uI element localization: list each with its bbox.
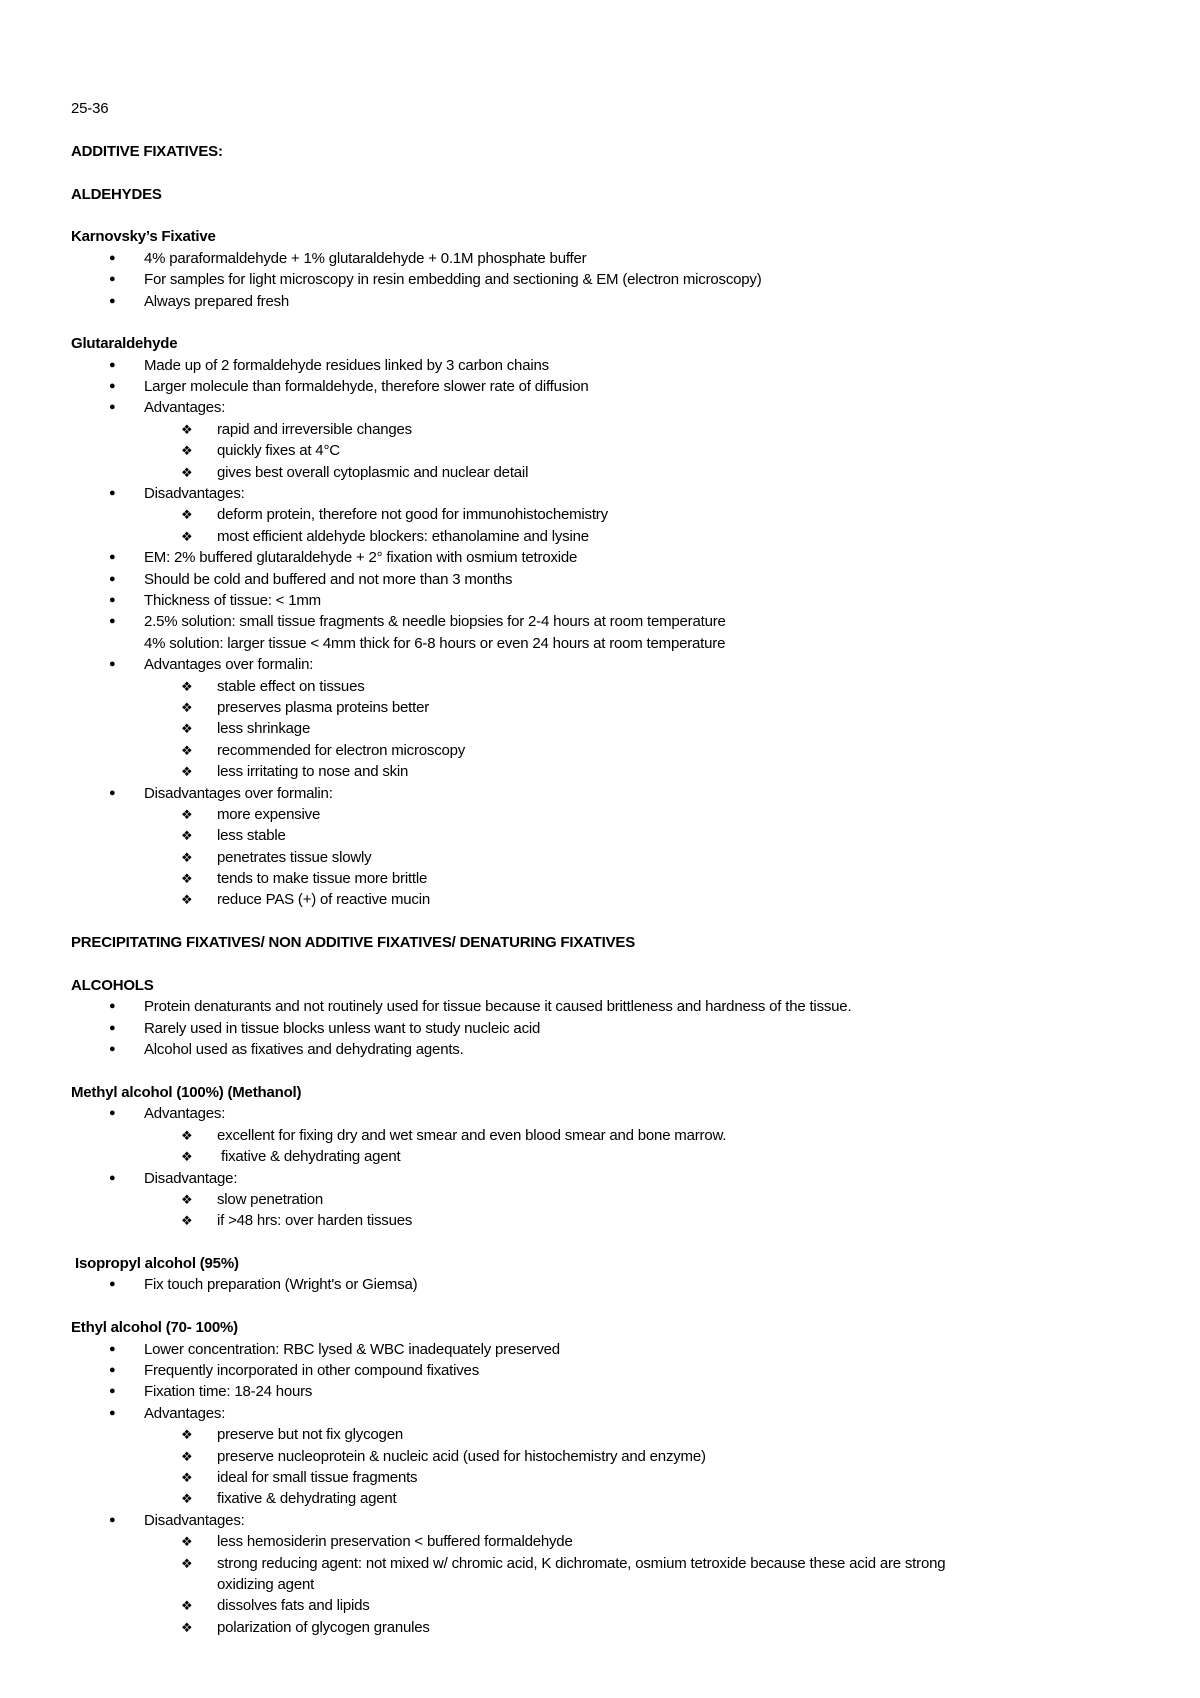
page-reference: 25-36	[71, 100, 109, 117]
heading-isopropyl-alcohol: Isopropyl alcohol (95%)	[75, 1255, 239, 1273]
sub-list-item: ❖ ideal for small tissue fragments	[71, 1467, 1161, 1488]
sub-list-item: ❖ preserve nucleoprotein & nucleic acid (used for histochemistry and enzyme)	[71, 1446, 1161, 1467]
heading-karnovsky: Karnovsky’s Fixative	[71, 228, 216, 246]
list-item: ● Advantages:	[71, 1103, 1161, 1124]
sub-list-item: ❖ less stable	[71, 825, 1161, 846]
list-item: ● Rarely used in tissue blocks unless want to study nucleic acid	[71, 1018, 1161, 1039]
list-item: ● Disadvantages:	[71, 1510, 1161, 1531]
sub-list-item-continuation: oxidizing agent	[217, 1575, 315, 1593]
diamond-bullet-icon: ❖	[181, 828, 193, 844]
bullet-icon: ●	[109, 593, 116, 606]
sub-list-item: ❖ dissolves fats and lipids	[71, 1595, 1161, 1616]
heading-alcohols: ALCOHOLS	[71, 977, 154, 995]
sub-list-item: ❖ more expensive	[71, 804, 1161, 825]
diamond-bullet-icon: ❖	[181, 1448, 193, 1464]
sub-list-item: ❖ reduce PAS (+) of reactive mucin	[71, 889, 1161, 910]
list-item: ● Disadvantages over formalin:	[71, 783, 1161, 804]
diamond-bullet-icon: ❖	[181, 1598, 193, 1614]
sub-list-item: ❖ fixative & dehydrating agent	[71, 1146, 1161, 1167]
bullet-icon: ●	[109, 1021, 116, 1034]
sub-list-item: ❖ preserves plasma proteins better	[71, 697, 1161, 718]
diamond-bullet-icon: ❖	[181, 764, 193, 780]
heading-methyl-alcohol: Methyl alcohol (100%) (Methanol)	[71, 1083, 302, 1101]
list-item: ● Should be cold and buffered and not more than 3 months	[71, 569, 1161, 590]
list-item: ● For samples for light microscopy in resin embedding and sectioning & EM (electron microscopy)	[71, 269, 1161, 290]
list-item: ● Disadvantage:	[71, 1168, 1161, 1189]
diamond-bullet-icon: ❖	[181, 443, 193, 459]
bullet-icon: ●	[109, 1043, 116, 1056]
list-item: ● 4% paraformaldehyde + 1% glutaraldehyde + 0.1M phosphate buffer	[71, 248, 1161, 269]
heading-glutaraldehyde: Glutaraldehyde	[71, 335, 178, 353]
list-item: ● Alcohol used as fixatives and dehydrating agents.	[71, 1039, 1161, 1060]
diamond-bullet-icon: ❖	[181, 1149, 193, 1165]
list-item: ● Larger molecule than formaldehyde, therefore slower rate of diffusion	[71, 376, 1161, 397]
sub-list-item: ❖ rapid and irreversible changes	[71, 419, 1161, 440]
bullet-icon: ●	[109, 1364, 116, 1377]
diamond-bullet-icon: ❖	[181, 421, 193, 437]
diamond-bullet-icon: ❖	[181, 1470, 193, 1485]
sub-list-item: ❖ less irritating to nose and skin	[71, 761, 1161, 782]
list-item: ● Made up of 2 formaldehyde residues linked by 3 carbon chains	[71, 355, 1161, 376]
diamond-bullet-icon: ❖	[181, 1127, 193, 1143]
bullet-icon: ●	[109, 294, 116, 307]
heading-additive-fixatives: ADDITIVE FIXATIVES:	[71, 142, 223, 160]
list-item: ● Frequently incorporated in other compound fixatives	[71, 1360, 1161, 1381]
bullet-icon: ●	[109, 380, 116, 393]
sub-list-item: ❖ quickly fixes at 4°C	[71, 440, 1161, 461]
diamond-bullet-icon: ❖	[181, 699, 193, 715]
list-item: ● Fix touch preparation (Wright's or Giemsa)	[71, 1274, 1161, 1295]
diamond-bullet-icon: ❖	[181, 1191, 193, 1207]
list-item: ● Thickness of tissue: < 1mm	[71, 590, 1161, 611]
diamond-bullet-icon: ❖	[181, 849, 193, 865]
diamond-bullet-icon: ❖	[181, 1213, 193, 1229]
bullet-icon: ●	[109, 251, 116, 264]
diamond-bullet-icon: ❖	[181, 1619, 193, 1635]
list-item-continuation: 4% solution: larger tissue < 4mm thick for 6-8 hours or even 24 hours at room temperature	[144, 634, 726, 652]
bullet-icon: ●	[109, 615, 116, 628]
sub-list-item: ❖ less hemosiderin preservation < buffered formaldehyde	[71, 1531, 1161, 1552]
document-body	[71, 98, 1161, 1638]
heading-precipitating-fixatives: PRECIPITATING FIXATIVES/ NON ADDITIVE FIXATIVES/ DENATURING FIXATIVES	[71, 934, 636, 952]
list-item: ● EM: 2% buffered glutaraldehyde + 2° fixation with osmium tetroxide	[71, 547, 1161, 568]
diamond-bullet-icon: ❖	[181, 507, 193, 523]
bullet-icon: ●	[109, 1385, 116, 1398]
bullet-icon: ●	[109, 572, 116, 585]
list-item: ● Lower concentration: RBC lysed & WBC inadequately preserved	[71, 1339, 1161, 1360]
diamond-bullet-icon: ❖	[181, 892, 193, 908]
sub-list-item: ❖ fixative & dehydrating agent	[71, 1488, 1161, 1509]
heading-ethyl-alcohol: Ethyl alcohol (70- 100%)	[71, 1319, 238, 1337]
bullet-icon: ●	[109, 401, 116, 414]
sub-list-item: ❖ polarization of glycogen granules	[71, 1617, 1161, 1638]
sub-list-item: ❖ recommended for electron microscopy	[71, 740, 1161, 761]
list-item: ● Disadvantages:	[71, 483, 1161, 504]
sub-list-item: ❖ preserve but not fix glycogen	[71, 1424, 1161, 1445]
diamond-bullet-icon: ❖	[181, 678, 193, 694]
bullet-icon: ●	[109, 1107, 116, 1120]
bullet-icon: ●	[109, 1000, 116, 1013]
diamond-bullet-icon: ❖	[181, 871, 193, 887]
bullet-icon: ●	[109, 786, 116, 799]
bullet-icon: ●	[109, 1406, 116, 1419]
bullet-icon: ●	[109, 551, 116, 564]
list-item: ● Advantages over formalin:	[71, 654, 1161, 675]
diamond-bullet-icon: ❖	[181, 806, 193, 822]
list-item: ● Always prepared fresh	[71, 291, 1161, 312]
bullet-icon: ●	[109, 1278, 116, 1291]
sub-list-item: ❖ tends to make tissue more brittle	[71, 868, 1161, 889]
sub-list-item: ❖ less shrinkage	[71, 718, 1161, 739]
bullet-icon: ●	[109, 658, 116, 671]
heading-aldehydes: ALDEHYDES	[71, 185, 162, 203]
list-item: ● Fixation time: 18-24 hours	[71, 1381, 1161, 1402]
bullet-icon: ●	[109, 487, 116, 500]
sub-list-item: ❖ excellent for fixing dry and wet smear and even blood smear and bone marrow.	[71, 1125, 1161, 1146]
diamond-bullet-icon: ❖	[181, 1491, 193, 1507]
diamond-bullet-icon: ❖	[181, 1555, 193, 1571]
diamond-bullet-icon: ❖	[181, 528, 193, 544]
diamond-bullet-icon: ❖	[181, 1427, 193, 1443]
sub-list-item: ❖ gives best overall cytoplasmic and nuclear detail	[71, 462, 1161, 483]
list-item: ● Advantages:	[71, 397, 1161, 418]
sub-list-item: ❖ deform protein, therefore not good for immunohistochemistry	[71, 504, 1161, 525]
bullet-icon: ●	[109, 358, 116, 371]
bullet-icon: ●	[109, 1342, 116, 1355]
diamond-bullet-icon: ❖	[181, 464, 193, 480]
sub-list-item: ❖ slow penetration	[71, 1189, 1161, 1210]
list-item: ● 2.5% solution: small tissue fragments & needle biopsies for 2-4 hours at room temperature	[71, 611, 1161, 632]
sub-list-item: ❖ penetrates tissue slowly	[71, 847, 1161, 868]
list-item: ● Protein denaturants and not routinely used for tissue because it caused brittleness and hardness of the tissue.	[71, 996, 1161, 1017]
list-item: ● Advantages:	[71, 1403, 1161, 1424]
sub-list-item: ❖ stable effect on tissues	[71, 676, 1161, 697]
bullet-icon: ●	[109, 273, 116, 286]
bullet-icon: ●	[109, 1171, 116, 1184]
bullet-icon: ●	[109, 1513, 116, 1526]
sub-list-item: ❖ if >48 hrs: over harden tissues	[71, 1210, 1161, 1231]
sub-list-item: ❖ strong reducing agent: not mixed w/ chromic acid, K dichromate, osmium tetroxide because these acid are strong	[71, 1553, 1161, 1574]
sub-list-item: ❖ most efficient aldehyde blockers: ethanolamine and lysine	[71, 526, 1161, 547]
diamond-bullet-icon: ❖	[181, 1534, 193, 1550]
diamond-bullet-icon: ❖	[181, 742, 193, 758]
diamond-bullet-icon: ❖	[181, 721, 193, 737]
